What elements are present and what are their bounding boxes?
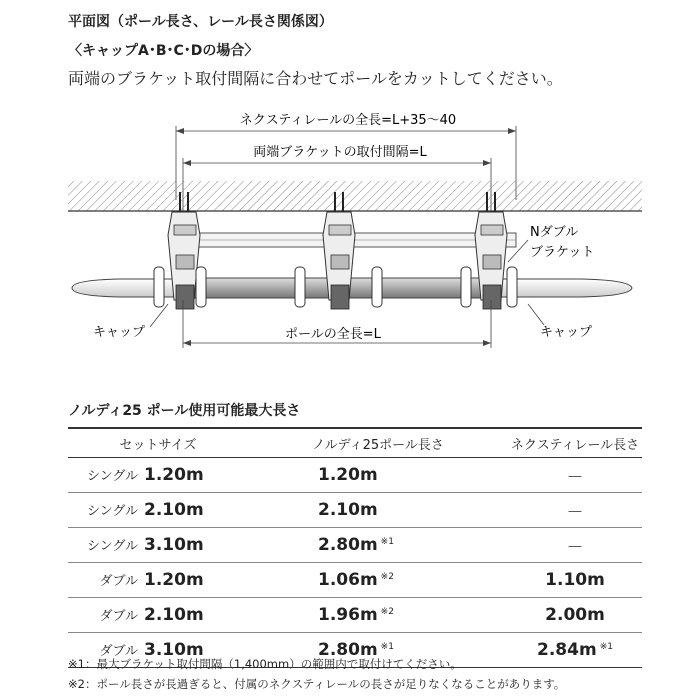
- pole-length: 1.06m: [318, 570, 378, 590]
- pole-length: 2.80m: [318, 535, 378, 555]
- set-kind: ダブル: [99, 609, 138, 624]
- page-subtitle: 〈キャップA･B･C･Dの場合〉: [68, 43, 259, 59]
- header-rail-length: ネクスティレール長さ: [508, 428, 642, 458]
- footnote-2: ※2：ポール長さが長過ぎると、付属のネクスティレールの長さが足りなくなることがあります。: [68, 677, 566, 691]
- page-title: 平面図（ポール長さ、レール長さ関係図）: [68, 14, 333, 30]
- cap-label-right: キャップ: [540, 325, 593, 340]
- table-header-row: [68, 428, 642, 458]
- ceiling-wall: [68, 181, 642, 211]
- footnote-1: ※1：最大ブラケット取付間隔（1,400mm）の範囲内で取付けてください。: [68, 657, 462, 671]
- bracket-spacing-label: 両端ブラケットの取付間隔=L: [253, 145, 427, 160]
- pole-length-label: ポールの全長=L: [285, 327, 381, 342]
- set-kind: シングル: [86, 469, 138, 484]
- rail-length: 2.84m: [537, 640, 597, 660]
- set-kind: ダブル: [99, 574, 138, 589]
- pole-note: ※1: [380, 642, 394, 652]
- double-bracket-label-1: Nダブル: [530, 225, 579, 240]
- table-row: [68, 563, 642, 598]
- table-row: [68, 458, 642, 493]
- header-pole-length: ノルディ25ポール長さ: [248, 428, 508, 458]
- set-kind: シングル: [86, 539, 138, 554]
- rail-length-label: ネクスティレールの全長=L+35～40: [239, 113, 457, 128]
- set-length: 2.10m: [144, 605, 204, 625]
- pole-note: ※2: [380, 572, 394, 582]
- pole-note: ※2: [380, 607, 394, 617]
- set-length: 3.10m: [144, 640, 204, 660]
- pole-length: 2.80m: [318, 640, 378, 660]
- header-set-size: セットサイズ: [68, 428, 248, 458]
- rail-length: －: [566, 537, 584, 558]
- rail-length: －: [566, 502, 584, 523]
- rail-length: －: [566, 467, 584, 488]
- table-row: [68, 528, 642, 563]
- pole-length: 1.96m: [318, 605, 378, 625]
- set-length: 3.10m: [144, 535, 204, 555]
- pole-length: 1.20m: [318, 465, 378, 485]
- set-length: 2.10m: [144, 500, 204, 520]
- rail-note: ※1: [599, 642, 613, 652]
- cap-label-left: キャップ: [93, 325, 146, 340]
- set-length: 1.20m: [144, 570, 204, 590]
- instruction-text: 両端のブラケット取付間隔に合わせてポールをカットしてください。: [68, 69, 563, 88]
- set-kind: ダブル: [99, 644, 138, 659]
- pole-length: 2.10m: [318, 500, 378, 520]
- table-row: [68, 493, 642, 528]
- table-title: ノルディ25 ポール使用可能最大長さ: [68, 403, 301, 419]
- rail-length: 1.10m: [545, 570, 605, 590]
- max-length-table: [68, 427, 642, 668]
- set-kind: シングル: [86, 504, 138, 519]
- table-row: [68, 598, 642, 633]
- pole-note: ※1: [380, 537, 394, 547]
- rail-length: 2.00m: [545, 605, 605, 625]
- set-length: 1.20m: [144, 465, 204, 485]
- double-bracket-label-2: ブラケット: [530, 245, 595, 260]
